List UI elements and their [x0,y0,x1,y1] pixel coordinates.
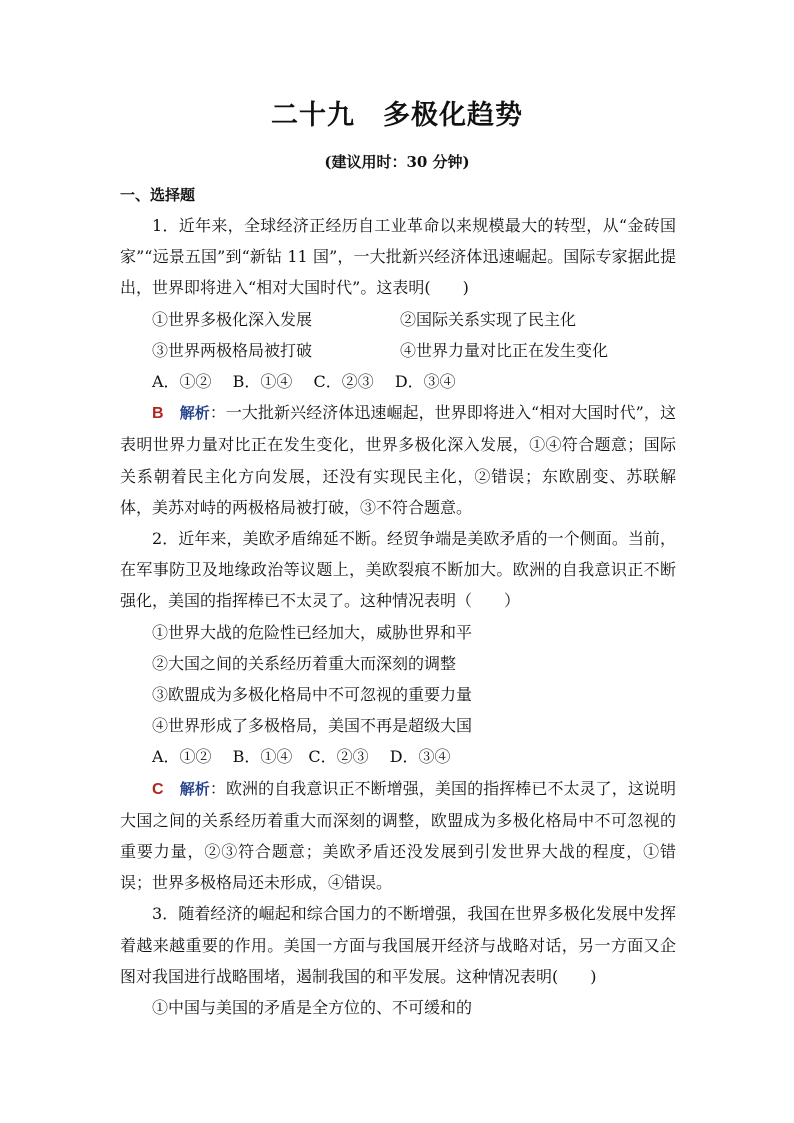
question-1-choices: A．①② B．①④ C．②③ D．③④ [152,372,456,392]
suggested-time: (建议用时：30 分钟) [324,153,470,171]
title-text: 多极化趋势 [383,100,523,131]
question-1-options-row-2 [120,335,676,366]
question-2-analysis-label: 解析 [179,779,210,798]
question-2-analysis-text: ：欧洲的自我意识正不断增强，美国的指挥棒已不太灵了，这说明大国之间的关系经历着重大而深刻的调整，欧盟成为多极化格局中不可忽视的重要力量，②③符合题意；美欧矛盾还没发展到引发世界大战的程度，①错误；世界多极格局还未形成，④错误。 [120,778,676,893]
question-3-option-1: ①中国与美国的矛盾是全方位的、不可缓和的 [152,998,473,1018]
title-number: 二十九 [271,100,355,131]
question-2-option-2: ②大国之间的关系经历着重大而深刻的调整 [152,653,457,673]
question-1-stem: 1．近年来，全球经济正经历自工业革命以来规模最大的转型，从“金砖国家”“远景五国”到“新钻 11 国”，一大批新兴经济体迅速崛起。国际专家据此提出，世界即将进入“相对大国时代”。这表明( ) [120,216,676,298]
question-1-answer: B [152,405,164,423]
question-3-stem: 3．随着经济的崛起和综合国力的不断增强，我国在世界多极化发展中发挥着越来越重要的作用。美国一方面与我国展开经济与战略对话，另一方面又企图对我国进行战略围堵，遏制我国的和平发展。这种情况表明( ) [120,904,676,986]
question-2-choices: A．①② B．①④ C．②③ D．③④ [152,747,451,767]
question-2-analysis [120,773,676,899]
question-1-option-2: ②国际关系实现了民主化 [400,309,577,329]
question-1-option-4: ④世界力量对比正在发生变化 [400,340,609,360]
section-heading: 一、选择题 [120,186,196,204]
page-title [0,96,794,136]
question-content [120,210,676,1023]
question-1-options-row-1 [120,304,676,335]
question-2-stem: 2．近年来，美欧矛盾绵延不断。经贸争端是美欧矛盾的一个侧面。当前，在军事防卫及地缘政治等议题上，美欧裂痕不断加大。欧洲的自我意识正不断强化，美国的指挥棒已不太灵了。这种情况表明（ ） [120,529,676,611]
question-2-option-3: ③欧盟成为多极化格局中不可忽视的重要力量 [152,685,473,705]
question-1-option-1: ①世界多极化深入发展 [152,309,313,329]
question-1-analysis [120,397,676,523]
question-1-option-3: ③世界两极格局被打破 [152,340,313,360]
question-1-analysis-label: 解析 [179,404,210,423]
question-2-option-1: ①世界大战的危险性已经加大，威胁世界和平 [152,622,473,642]
question-1-analysis-text: ：一大批新兴经济体迅速崛起，世界即将进入“相对大国时代”，这表明世界力量对比正在发生变化，世界多极化深入发展，①④符合题意；国际关系朝着民主化方向发展，还没有实现民主化，②错误；东欧剧变、苏联解体，美苏对峙的两极格局被打破，③不符合题意。 [120,403,676,517]
question-2-answer: C [152,780,164,798]
question-2-option-4: ④世界形成了多极格局，美国不再是超级大国 [152,716,473,736]
